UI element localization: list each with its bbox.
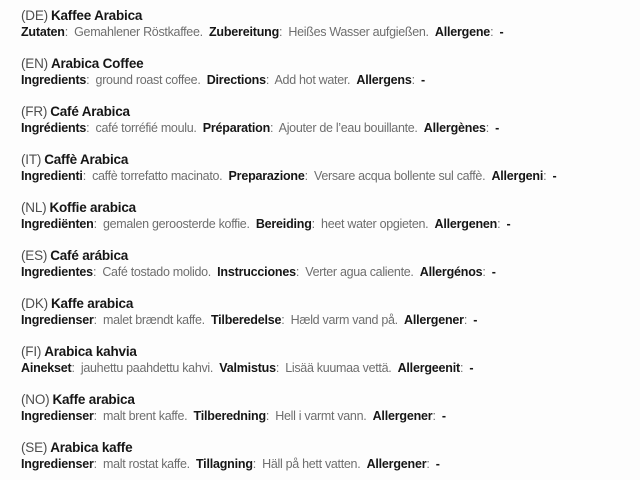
language-code: (DK) (21, 296, 48, 311)
allergens-label: Allergens (356, 73, 412, 87)
colon: : (93, 457, 97, 471)
allergens-value: - (435, 457, 440, 471)
language-code: (ES) (21, 248, 48, 263)
colon: : (411, 73, 415, 87)
preparation-label: Préparation (202, 121, 270, 135)
product-name: Arabica kaffe (50, 440, 133, 455)
preparation-label: Bereiding (255, 217, 312, 231)
allergens-value: - (495, 121, 499, 135)
allergens-value: - (506, 217, 511, 231)
language-code: (SE) (21, 440, 48, 455)
allergens-label: Allergener (404, 313, 464, 327)
colon: : (295, 265, 300, 279)
colon: : (64, 25, 68, 39)
preparation-value: Hell i varmt vann. (275, 409, 367, 423)
colon: : (281, 313, 285, 327)
language-code: (NO) (21, 392, 50, 407)
preparation-value: Heißes Wasser aufgießen. (288, 25, 429, 39)
allergens-value: - (499, 25, 504, 39)
allergens-label: Allergénos (419, 265, 483, 279)
colon: : (71, 361, 75, 375)
colon: : (304, 169, 308, 183)
allergens-label: Allergenen (434, 217, 498, 231)
label-section-nl (21, 199, 634, 233)
colon: : (265, 73, 270, 87)
colon: : (265, 409, 270, 423)
colon: : (490, 25, 494, 39)
ingredients-value: café torréfié moulu. (95, 121, 197, 135)
colon: : (485, 121, 489, 135)
section-body (21, 408, 634, 425)
allergens-value: - (491, 265, 496, 279)
preparation-value: Versare acqua bollente sul caffè. (314, 169, 486, 183)
ingredients-value: Café tostado molido. (102, 265, 211, 279)
section-body (21, 456, 634, 473)
label-section-fr (21, 103, 634, 137)
preparation-label: Tillagning (195, 457, 253, 471)
ingredients-value: caffè torrefatto macinato. (92, 169, 223, 183)
colon: : (426, 457, 430, 471)
language-code: (IT) (21, 152, 42, 167)
section-title (21, 151, 634, 168)
preparation-label: Valmistus (219, 361, 276, 375)
allergens-value: - (473, 313, 478, 327)
section-body (21, 168, 634, 185)
ingredients-label: Ingredienti (21, 169, 83, 183)
colon: : (279, 25, 283, 39)
colon: : (311, 217, 315, 231)
allergens-label: Allergene (434, 25, 491, 39)
preparation-value: Ajouter de l’eau bouillante. (278, 121, 418, 135)
ingredients-label: Ingrediënten (21, 217, 94, 231)
colon: : (93, 313, 97, 327)
language-code: (EN) (21, 56, 48, 71)
preparation-label: Preparazione (228, 169, 305, 183)
colon: : (270, 121, 274, 135)
allergens-value: - (469, 361, 474, 375)
colon: : (482, 265, 486, 279)
section-title (21, 55, 634, 72)
section-title (21, 7, 634, 24)
section-title (21, 391, 634, 408)
preparation-label: Instrucciones (217, 265, 296, 279)
preparation-value: Lisää kuumaa vettä. (285, 361, 392, 375)
preparation-value: Häll på hett vatten. (262, 457, 361, 471)
section-body (21, 24, 634, 41)
label-section-dk (21, 295, 634, 329)
section-title (21, 343, 634, 360)
allergens-value: - (552, 169, 557, 183)
label-section-it (21, 151, 634, 185)
section-title (21, 439, 634, 456)
product-name: Kaffee Arabica (50, 8, 143, 23)
product-name: Koffie arabica (49, 200, 136, 215)
ingredients-label: Ingredientes (21, 265, 93, 279)
colon: : (92, 265, 97, 279)
colon: : (432, 409, 436, 423)
product-name: Caffè Arabica (44, 152, 129, 167)
allergens-value: - (420, 73, 425, 87)
label-section-se (21, 439, 634, 473)
label-section-no (21, 391, 634, 425)
section-body (21, 312, 634, 329)
preparation-value: heet water opgieten. (321, 217, 429, 231)
label-section-en (21, 55, 634, 89)
product-name: Café Arabica (50, 104, 130, 119)
section-body (21, 264, 634, 281)
preparation-label: Zubereitung (208, 25, 280, 39)
section-title (21, 103, 634, 120)
ingredients-value: malt brent kaffe. (103, 409, 188, 423)
ingredients-label: Ingredienser (21, 409, 94, 423)
section-body (21, 72, 634, 89)
colon: : (497, 217, 501, 231)
preparation-value: Verter agua caliente. (305, 265, 414, 279)
allergens-label: Allergeni (491, 169, 544, 183)
section-title (21, 247, 634, 264)
label-section-es (21, 247, 634, 281)
colon: : (543, 169, 547, 183)
section-body (21, 216, 634, 233)
colon: : (252, 457, 256, 471)
ingredients-value: jauhettu paahdettu kahvi. (80, 361, 214, 375)
colon: : (93, 217, 97, 231)
product-name: Café arábica (50, 248, 129, 263)
ingredients-label: Ainekset (21, 361, 72, 375)
ingredients-value: malt rostat kaffe. (103, 457, 190, 471)
colon: : (93, 409, 97, 423)
ingredients-label: Ingrédients (21, 121, 87, 135)
colon: : (275, 361, 280, 375)
ingredients-label: Ingredienser (21, 313, 94, 327)
preparation-value: Hæld varm vand på. (290, 313, 398, 327)
colon: : (86, 121, 90, 135)
ingredients-value: gemalen geroosterde koffie. (102, 217, 250, 231)
preparation-label: Tilberedelse (210, 313, 282, 327)
colon: : (459, 361, 464, 375)
section-title (21, 295, 634, 312)
section-body (21, 360, 634, 377)
product-name: Kaffe arabica (50, 296, 134, 311)
label-section-fi (21, 343, 634, 377)
preparation-label: Tilberedning (193, 409, 266, 423)
allergens-label: Allergènes (423, 121, 486, 135)
allergens-label: Allergeenit (397, 361, 460, 375)
ingredients-value: Gemahlener Röstkaffee. (74, 25, 203, 39)
ingredients-value: malet brændt kaffe. (103, 313, 205, 327)
language-code: (FR) (21, 104, 48, 119)
ingredients-label: Ingredients (21, 73, 87, 87)
product-name: Kaffe arabica (52, 392, 135, 407)
section-title (21, 199, 634, 216)
colon: : (82, 169, 86, 183)
ingredients-value: ground roast coffee. (95, 73, 201, 87)
ingredients-label: Ingredienser (21, 457, 94, 471)
colon: : (86, 73, 90, 87)
preparation-label: Directions (206, 73, 266, 87)
language-code: (DE) (21, 8, 48, 23)
product-name: Arabica Coffee (50, 56, 144, 71)
colon: : (463, 313, 468, 327)
product-name: Arabica kahvia (44, 344, 137, 359)
ingredients-label: Zutaten (21, 25, 65, 39)
language-code: (FI) (21, 344, 42, 359)
section-body (21, 120, 634, 137)
allergens-label: Allergener (372, 409, 433, 423)
allergens-label: Allergener (366, 457, 427, 471)
allergens-value: - (441, 409, 446, 423)
language-code: (NL) (21, 200, 47, 215)
label-section-de (21, 7, 634, 41)
preparation-value: Add hot water. (274, 73, 351, 87)
